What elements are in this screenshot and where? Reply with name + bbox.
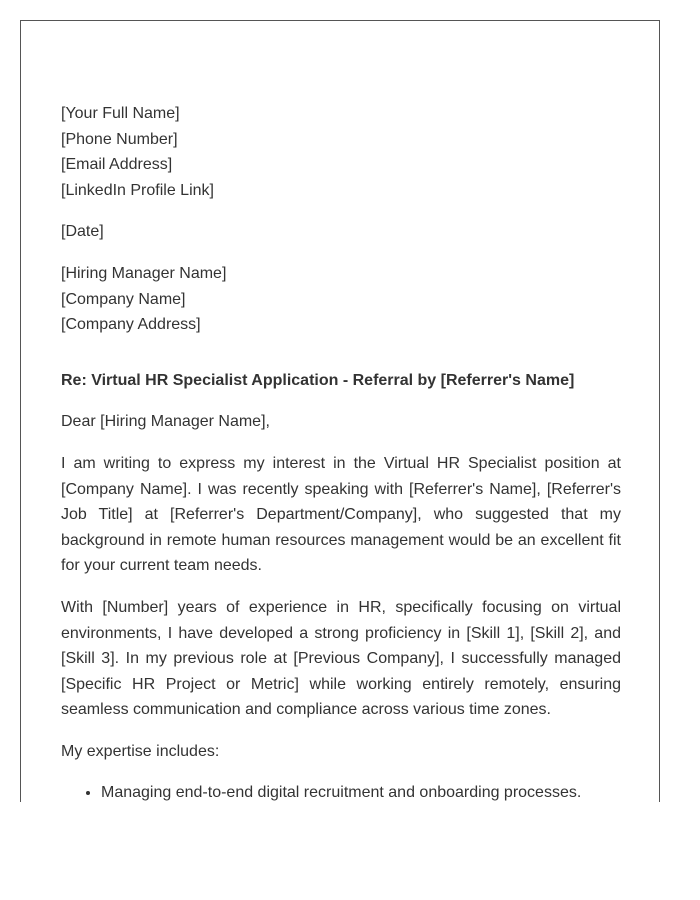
sender-phone: [Phone Number] bbox=[61, 130, 178, 148]
recipient-company: [Company Name] bbox=[61, 290, 186, 308]
recipient-name: [Hiring Manager Name] bbox=[61, 264, 227, 282]
date-block bbox=[61, 219, 621, 245]
expertise-item: • Managing end-to-end digital recruitment and onboarding processes. bbox=[101, 780, 621, 802]
recipient-address: [Company Address] bbox=[61, 316, 201, 334]
letter-date: [Date] bbox=[61, 223, 104, 241]
sender-block bbox=[61, 101, 621, 203]
expertise-list bbox=[61, 780, 621, 802]
letter-content bbox=[61, 101, 621, 802]
expertise-intro: My expertise includes: bbox=[61, 742, 220, 760]
sender-linkedin: [LinkedIn Profile Link] bbox=[61, 181, 214, 199]
salutation: Dear [Hiring Manager Name], bbox=[61, 413, 270, 431]
letter-page bbox=[20, 20, 660, 802]
sender-email: [Email Address] bbox=[61, 156, 173, 174]
body-paragraph-2: With [Number] years of experience in HR, specifically focusing on virtual environments, I have developed a strong proficiency in [Skill 1], [Skill 2], and [Skill 3]. In my previous role at [Previous Company], I successfully managed [Specific HR Project or Metric] while working entirely remotely, ensuring seamless communication and compliance across various time zones. bbox=[61, 598, 621, 719]
recipient-block bbox=[61, 261, 621, 338]
subject-line: Re: Virtual HR Specialist Application - Referral by [Referrer's Name] bbox=[61, 371, 575, 389]
sender-name: [Your Full Name] bbox=[61, 105, 180, 122]
body-paragraph-1: I am writing to express my interest in the Virtual HR Specialist position at [Company Name]. I was recently speaking with [Referrer's Name], [Referrer's Job Title] at [Referrer's Department/Company], who suggested that my background in remote human resources management would be an excellent fit for your current team needs. bbox=[61, 454, 621, 575]
